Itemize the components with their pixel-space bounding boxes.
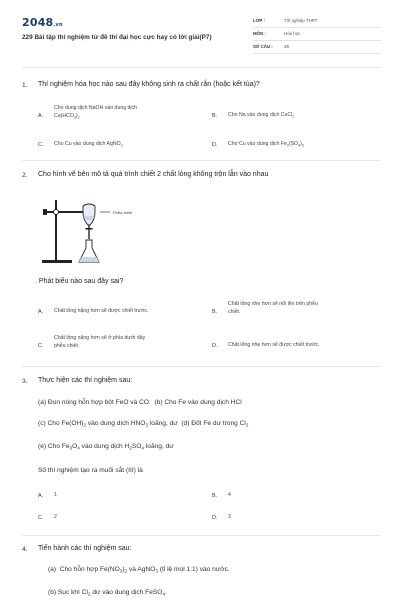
question-prompt: Số thí nghiệm tạo ra muối sắt (III) là: [38, 467, 143, 474]
meta-value: 39: [284, 44, 289, 49]
option-text[interactable]: Cho Cu vào dung dịch $Fe_2(SO_4)_3$: [228, 141, 304, 148]
option-label[interactable]: B.: [212, 113, 218, 119]
option-label[interactable]: D.: [212, 343, 218, 349]
option-text[interactable]: Chất lỏng nhẹ hơn sẽ được chiết trước.: [228, 342, 320, 348]
question-text: Tiến hành các thí nghiệm sau:: [38, 545, 132, 552]
experiment-line: (c) Cho $Fe(OH)_2$ vào dung dịch $HNO_3$ loãng, dư (d) Đốt Fe dư trong $Cl_2$: [38, 420, 249, 428]
option-label[interactable]: C.: [38, 142, 44, 148]
option-text[interactable]: 1: [54, 492, 57, 498]
option-label[interactable]: A.: [38, 493, 44, 499]
option-label[interactable]: B.: [212, 309, 218, 315]
option-text[interactable]: [54, 105, 137, 122]
separatory-funnel-figure: [38, 196, 138, 266]
experiment-line: (a) Cho hỗn hợp $Fe(NO_3)_2$ và AgNO$_3$ (tỉ lệ mol 1:1) vào nước.: [48, 566, 230, 574]
question-number: 1.: [22, 82, 28, 89]
option-label[interactable]: D.: [212, 142, 218, 148]
figure-label: Phễu chiết: [113, 210, 132, 215]
meta-count: [253, 42, 381, 54]
option-line: Cho dung dịch NaOH vào dung dịch: [54, 105, 138, 111]
question-followup: . Phát biểu nào sau đây sai?: [35, 278, 124, 285]
meta-class: [253, 16, 381, 28]
option-line: Chất lỏng nhẹ hơn sẽ nổi lên trên phễu: [228, 301, 318, 307]
question-text: Cho hình vẽ bên mô tả quá trình chiết 2 chất lỏng không trộn lẫn vào nhau: [38, 171, 269, 178]
question-divider: [22, 160, 380, 161]
meta-value: Tốt nghiệp THPT: [284, 18, 318, 23]
meta-key: SỐ CÂU :: [253, 44, 273, 49]
question-text: Thực hiện các thí nghiệm sau:: [38, 377, 133, 384]
option-text[interactable]: Cho Na vào dung dịch CuCl$_2$: [228, 112, 295, 119]
option-line: Chất lỏng nặng hơn sẽ ở phía dưới đáy: [54, 335, 146, 341]
option-text[interactable]: 2: [54, 514, 57, 520]
meta-subject: [253, 29, 381, 41]
question-number: 2.: [22, 172, 28, 179]
experiment-line: (e) Cho $Fe_3O_4$ vào dung dịch $H_2SO_4$ loãng, dư: [38, 443, 174, 451]
header-divider: [22, 67, 380, 68]
option-text[interactable]: Chất lỏng nặng hơn sẽ được chiết trước.: [54, 308, 149, 314]
document-title: 229 Bài tập thí nghiệm từ đề thi đại học cực hay có lời giải(P7): [22, 34, 212, 41]
logo-main: 2048: [22, 16, 54, 29]
option-line: $Ca(HCO_3)_2$: [54, 112, 80, 120]
option-label[interactable]: A.: [38, 309, 44, 315]
option-text[interactable]: [228, 301, 318, 316]
experiment-line: (a) Đun nóng hỗn hợp bột FeO và CO. (b) Cho Fe vào dung dịch HCl: [38, 399, 242, 406]
question-number: 4.: [22, 546, 28, 553]
option-text[interactable]: Cho Cu vào dung dịch AgNO$_3$: [54, 141, 123, 148]
question-text: Thí nghiệm hóa học nào sau đây không sinh ra chất rắn (hoặc kết tủa)?: [38, 81, 260, 88]
option-label[interactable]: C.: [38, 343, 44, 349]
meta-key: LỚP :: [253, 18, 265, 23]
meta-value: Hóa học: [284, 31, 301, 36]
experiment-line: (b) Sục khí $Cl_2$ dư vào dung dịch FeSO$_4$.: [48, 589, 167, 597]
option-line: chiết.: [228, 308, 241, 315]
option-label[interactable]: C.: [38, 515, 44, 521]
option-text[interactable]: [54, 335, 145, 350]
site-logo[interactable]: [22, 16, 63, 29]
option-line: phễu chiết.: [54, 342, 80, 349]
logo-suffix: .vn: [53, 22, 63, 28]
meta-key: MÔN :: [253, 31, 266, 36]
option-label[interactable]: D.: [212, 515, 218, 521]
option-text[interactable]: 4: [228, 492, 231, 498]
option-label[interactable]: A.: [38, 113, 44, 119]
question-number: 3.: [22, 378, 28, 385]
option-label[interactable]: B.: [212, 493, 218, 499]
question-divider: [22, 366, 380, 367]
question-divider: [22, 535, 380, 536]
option-text[interactable]: 3: [228, 514, 231, 520]
